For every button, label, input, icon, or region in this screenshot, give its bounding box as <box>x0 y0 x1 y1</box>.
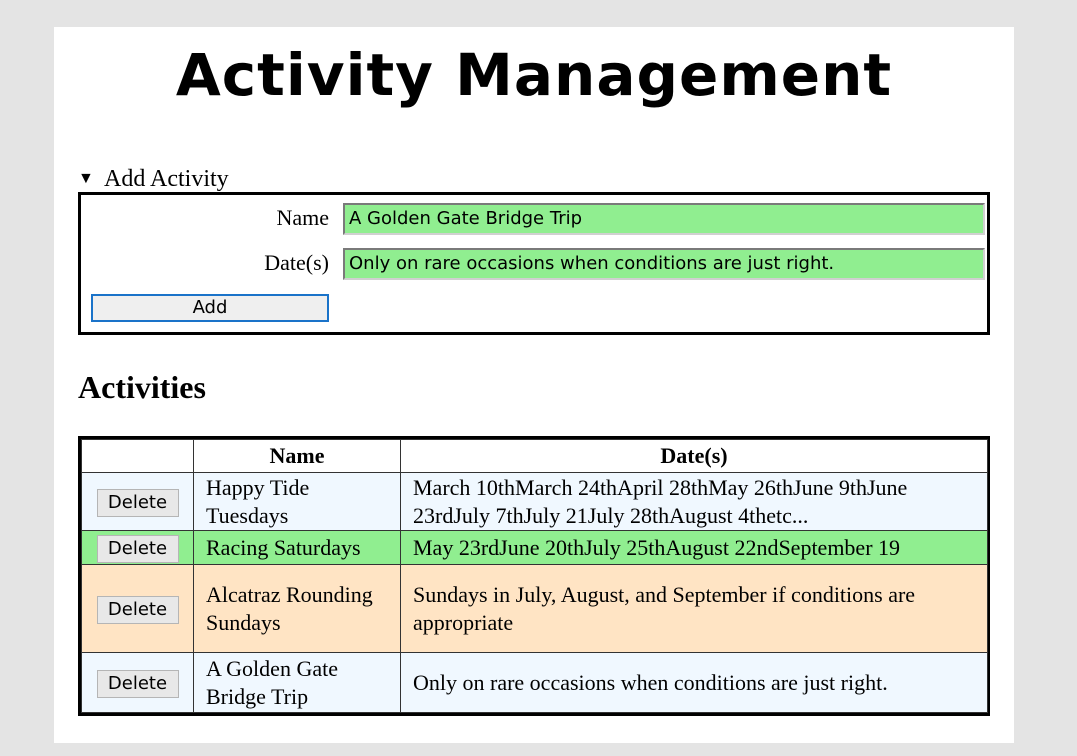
row-actions-cell <box>82 473 194 531</box>
add-activity-form <box>78 192 990 335</box>
add-activity-toggle[interactable] <box>78 165 229 193</box>
dates-input[interactable]: Only on rare occasions when conditions are just right. <box>343 248 985 280</box>
activity-dates-cell: March 10thMarch 24thApril 28thMay 26thJune 9thJune 23rdJuly 7thJuly 21July 28thAugust 4thetc... <box>401 473 988 531</box>
table-row <box>82 531 988 565</box>
column-header-name: Name <box>194 440 401 473</box>
triangle-down-icon: ▼ <box>78 170 94 187</box>
row-actions-cell <box>82 531 194 565</box>
column-header-actions <box>82 440 194 473</box>
table-row <box>82 565 988 653</box>
add-button[interactable]: Add <box>91 294 329 322</box>
activities-table <box>78 436 990 716</box>
page-title: Activity Management <box>175 41 893 109</box>
name-label: Name <box>276 205 329 230</box>
delete-button[interactable]: Delete <box>97 535 179 563</box>
table-row <box>82 653 988 713</box>
dates-label: Date(s) <box>264 250 329 275</box>
table-row <box>82 473 988 531</box>
delete-button[interactable]: Delete <box>97 489 179 517</box>
activity-name-cell: A Golden Gate Bridge Trip <box>194 653 401 713</box>
row-actions-cell <box>82 653 194 713</box>
activity-dates-cell: Sundays in July, August, and September if conditions are appropriate <box>401 565 988 653</box>
delete-button[interactable]: Delete <box>97 596 179 624</box>
activities-heading: Activities <box>78 369 206 405</box>
activity-dates-cell: Only on rare occasions when conditions are just right. <box>401 653 988 713</box>
row-actions-cell <box>82 565 194 653</box>
activity-name-cell: Happy Tide Tuesdays <box>194 473 401 531</box>
activity-dates-cell: May 23rdJune 20thJuly 25thAugust 22ndSeptember 19 <box>401 531 988 565</box>
activity-name-cell: Racing Saturdays <box>194 531 401 565</box>
page-container <box>54 27 1014 743</box>
activity-name-cell: Alcatraz Rounding Sundays <box>194 565 401 653</box>
add-activity-summary-label: Add Activity <box>104 166 229 192</box>
column-header-dates: Date(s) <box>401 440 988 473</box>
delete-button[interactable]: Delete <box>97 670 179 698</box>
name-input[interactable]: A Golden Gate Bridge Trip <box>343 203 985 235</box>
table-header-row <box>82 440 988 473</box>
